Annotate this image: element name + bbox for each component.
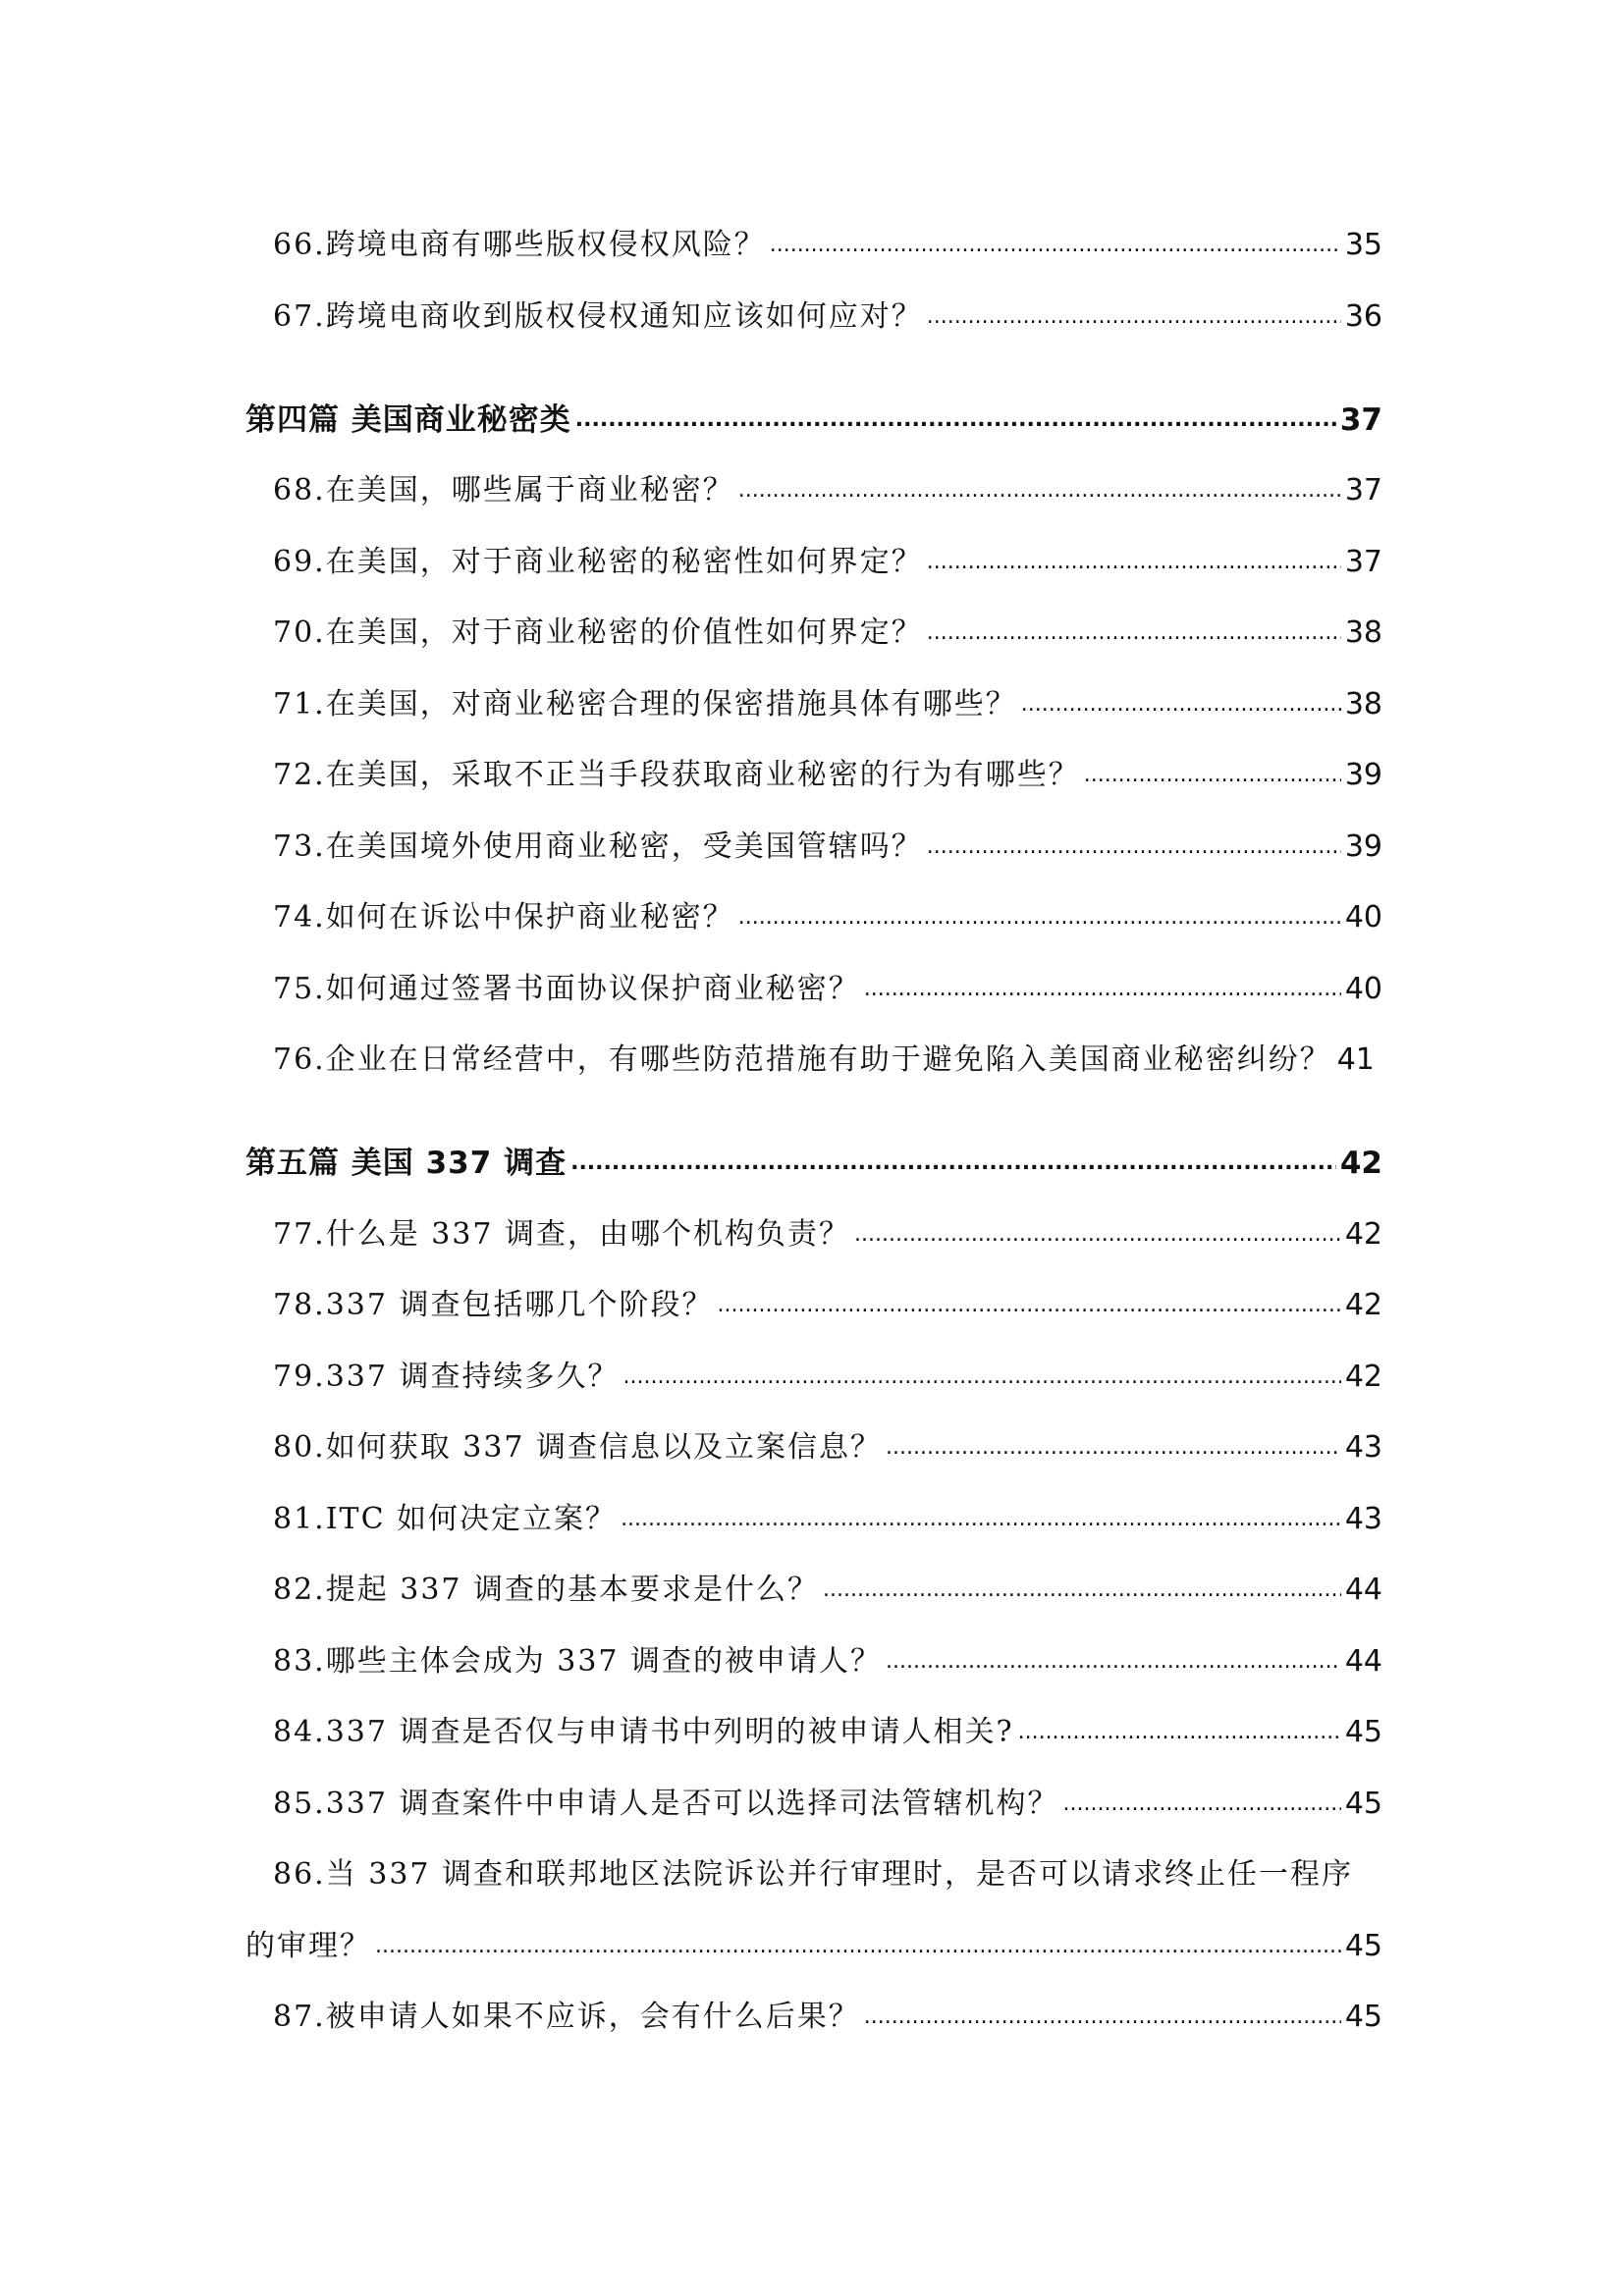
toc-entry[interactable] <box>245 882 1382 954</box>
toc-leader-dots <box>1021 669 1341 741</box>
toc-leader-dots <box>738 455 1341 527</box>
toc-entry[interactable] <box>245 1270 1382 1342</box>
toc-entry-text: 83.哪些主体会成为 337 调查的被申请人？ <box>273 1643 883 1679</box>
toc-entry[interactable] <box>245 1627 1382 1698</box>
toc-entry-text: 86.当 337 调查和联邦地区法院诉讼并行审理时，是否可以请求终止任一程序 <box>273 1857 1354 1892</box>
toc-leader-dots <box>927 812 1341 883</box>
toc-page-number: 36 <box>1344 298 1382 334</box>
toc-leader-dots <box>623 1342 1341 1414</box>
table-of-contents <box>245 210 1382 2054</box>
toc-leader-dots <box>1018 1697 1341 1769</box>
toc-entry[interactable] <box>245 1413 1382 1484</box>
toc-entry-text: 69.在美国，对于商业秘密的秘密性如何界定？ <box>273 544 923 579</box>
toc-leader-dots <box>1063 1769 1341 1841</box>
section-title: 第四篇 美国商业秘密类 <box>245 401 571 438</box>
toc-leader-dots <box>770 210 1341 282</box>
toc-entry[interactable] <box>245 1025 1382 1096</box>
toc-entry-text: 77.什么是 337 调查，由哪个机构负责？ <box>273 1216 851 1252</box>
toc-entry-text: 82.提起 337 调查的基本要求是什么？ <box>273 1573 820 1607</box>
toc-page-number: 44 <box>1344 1573 1382 1607</box>
toc-leader-dots <box>854 1200 1341 1271</box>
toc-leader-dots <box>927 598 1341 669</box>
toc-page-number: 37 <box>1344 544 1382 579</box>
toc-page-number: 42 <box>1344 1359 1382 1394</box>
toc-entry-text: 74.如何在诉讼中保护商业秘密？ <box>273 900 734 934</box>
toc-entry-text: 84.337 调查是否仅与申请书中列明的被申请人相关? <box>273 1715 1014 1749</box>
toc-page-number: 37 <box>1344 473 1382 507</box>
toc-entry-text: 87.被申请人如果不应诉，会有什么后果？ <box>273 2000 860 2034</box>
toc-entry[interactable] <box>245 210 1382 282</box>
toc-leader-dots <box>718 1270 1341 1342</box>
toc-entry-text: 68.在美国，哪些属于商业秘密？ <box>273 473 734 507</box>
toc-entry-text: 66.跨境电商有哪些版权侵权风险？ <box>273 228 766 262</box>
toc-page-number: 37 <box>1339 401 1382 438</box>
toc-entry[interactable] <box>245 1769 1382 1841</box>
toc-entry-text: 79.337 调查持续多久？ <box>273 1359 620 1394</box>
toc-entry[interactable] <box>245 740 1382 812</box>
toc-leader-dots <box>886 1627 1341 1698</box>
toc-entry-text: 85.337 调查案件中申请人是否可以选择司法管辖机构？ <box>273 1786 1059 1821</box>
toc-leader-dots <box>738 882 1341 954</box>
toc-entry-text: 67.跨境电商收到版权侵权通知应该如何应对？ <box>273 298 923 334</box>
toc-leader-dots <box>823 1555 1341 1627</box>
toc-section-heading[interactable] <box>245 1121 1382 1200</box>
toc-entry[interactable] <box>245 1555 1382 1627</box>
toc-entry-text: 的审理？ <box>245 1928 371 1963</box>
toc-entry-text: 70.在美国，对于商业秘密的价值性如何界定？ <box>273 615 923 650</box>
toc-entry[interactable] <box>245 1200 1382 1271</box>
toc-entry-text: 76.企业在日常经营中，有哪些防范措施有助于避免陷入美国商业秘密纠纷？ <box>273 1042 1331 1077</box>
toc-entry[interactable] <box>245 282 1382 353</box>
toc-entry[interactable] <box>245 455 1382 527</box>
toc-page-number: 44 <box>1344 1643 1382 1679</box>
toc-entry[interactable] <box>245 1840 1382 1911</box>
toc-leader-dots <box>886 1413 1341 1484</box>
toc-page-number: 41 <box>1336 1042 1375 1077</box>
toc-entry-text: 73.在美国境外使用商业秘密，受美国管辖吗？ <box>273 828 923 864</box>
toc-entry-text: 71.在美国，对商业秘密合理的保密措施具体有哪些？ <box>273 686 1017 721</box>
toc-entry-text: 75.如何通过签署书面协议保护商业秘密？ <box>273 971 860 1006</box>
toc-leader-dots <box>621 1484 1341 1556</box>
section-title: 第五篇 美国 337 调查 <box>245 1146 568 1181</box>
toc-entry-continuation[interactable] <box>245 1911 1382 1983</box>
toc-page-number: 45 <box>1344 1715 1382 1749</box>
toc-entry[interactable] <box>245 1697 1382 1769</box>
toc-leader-dots <box>927 282 1341 353</box>
toc-leader-dots <box>1084 740 1341 812</box>
toc-page-number: 42 <box>1339 1146 1382 1181</box>
toc-page-number: 42 <box>1344 1288 1382 1322</box>
toc-entry[interactable] <box>245 527 1382 599</box>
toc-page-number: 42 <box>1344 1216 1382 1252</box>
toc-page-number: 45 <box>1344 2000 1382 2034</box>
toc-page-number: 45 <box>1344 1786 1382 1821</box>
toc-page-number: 43 <box>1344 1501 1382 1536</box>
toc-entry-text: 78.337 调查包括哪几个阶段？ <box>273 1288 714 1322</box>
toc-leader-dots <box>864 954 1341 1026</box>
toc-page-number: 40 <box>1344 971 1382 1006</box>
toc-entry[interactable] <box>245 669 1382 741</box>
toc-entry[interactable] <box>245 1484 1382 1556</box>
toc-leader-dots <box>375 1911 1341 1983</box>
toc-leader-dots <box>864 1982 1341 2054</box>
toc-page-number: 39 <box>1344 828 1382 864</box>
toc-entry-text: 81.ITC 如何决定立案？ <box>273 1501 618 1536</box>
toc-entry[interactable] <box>245 1342 1382 1414</box>
toc-leader-dots <box>927 527 1341 599</box>
toc-page-number: 39 <box>1344 758 1382 792</box>
toc-entry-text: 72.在美国，采取不正当手段获取商业秘密的行为有哪些？ <box>273 758 1080 792</box>
toc-entry[interactable] <box>245 954 1382 1026</box>
toc-leader-dots <box>570 1128 1336 1200</box>
toc-entry[interactable] <box>245 812 1382 883</box>
toc-page-number: 35 <box>1344 228 1382 262</box>
toc-page-number: 45 <box>1344 1928 1382 1963</box>
toc-entry[interactable] <box>245 1982 1382 2054</box>
toc-entry[interactable] <box>245 598 1382 669</box>
toc-page-number: 38 <box>1344 615 1382 650</box>
toc-leader-dots <box>575 385 1336 456</box>
toc-page-number: 38 <box>1344 686 1382 721</box>
toc-page-number: 40 <box>1344 900 1382 934</box>
toc-page-number: 43 <box>1344 1430 1382 1465</box>
toc-entry-text: 80.如何获取 337 调查信息以及立案信息？ <box>273 1430 883 1465</box>
toc-section-heading[interactable] <box>245 377 1382 455</box>
